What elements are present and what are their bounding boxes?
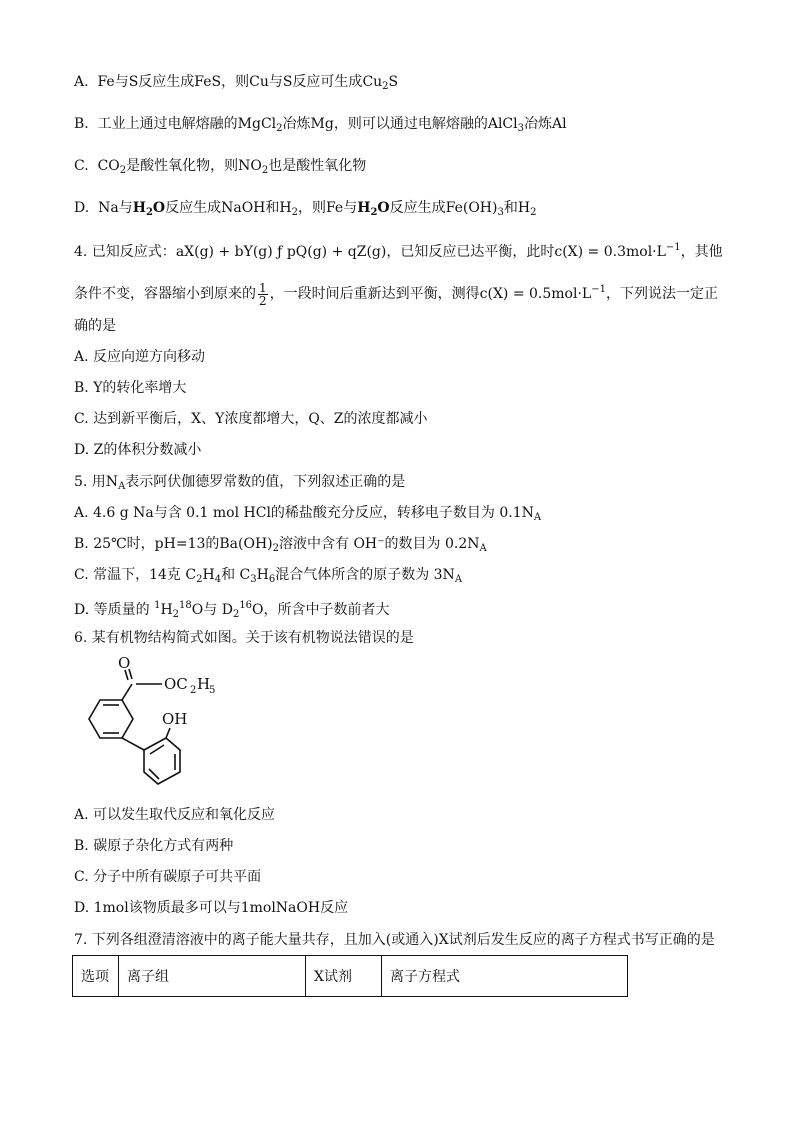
q5-stem: 5. 用$N_A$表示阿伏伽德罗常数的值，下列叙述正确的是 [74,474,406,492]
q4-option-c: C. 达到新平衡后，X、Y浓度都增大，Q、Z的浓度都减小 [74,411,428,427]
q4-stem-line2: 条件不变，容器缩小到原来的 $\frac{1}{2}$ ，一段时间后重新达到平衡，测得$c(X) = 0.5mol\cdot L^{-1}$，下列说法一定正 [74,280,718,308]
q4-option-d: D. Z的体积分数减小 [74,442,202,458]
q6-option-b: B. 碳原子杂化方式有两种 [74,838,234,854]
q3-option-c: C. $CO_2$是酸性氧化物，则$NO_2$也是酸性氧化物 [74,158,367,176]
q4-stem-line1: 4. 已知反应式：aX(g) + bY(g) ƒ pQ(g) + qZ(g)，已知反应已达平衡，此时$c(X) = 0.3mol\cdot L^{-1}$，其他 [74,242,723,260]
table-header-option: 选项 [73,956,119,996]
q7-table [72,955,628,997]
structure-diagram [66,652,236,792]
svg-text:H: H [197,675,211,693]
q6-option-a: A. 可以发生取代反应和氧化反应 [74,807,276,823]
q5-option-c: C. 常温下，14克 $C_2H_4$和 $C_3H_6$混合气体所含的原子数为 $3N_A$ [74,567,463,585]
fraction: $\frac{1}{2}$ [259,280,267,308]
table-header-equation: 离子方程式 [390,969,460,985]
q5-option-b: B. 25℃时，pH=13的$Ba(OH)_2$溶液中含有 OH⁻的数目为 $0.2N_A$ [74,536,487,554]
struct-label-oh: OH [162,710,188,728]
q4-stem-line3: 确的是 [74,318,116,334]
q6-option-c: C. 分子中所有碳原子可共平面 [74,869,262,885]
q4-option-b: B. Y的转化率增大 [74,380,187,396]
svg-text:2: 2 [190,685,197,696]
table-header-ions: 离子组 [119,956,306,996]
q3-option-d: D. Na与$H_2O$反应生成NaOH和$H_2$，则Fe与$H_2O$反应生成$Fe(OH)_3$和$H_2$ [74,200,537,218]
table-header-reagent: X试剂 [306,956,382,996]
q3-option-b: B. 工业上通过电解熔融的MgCl$_2$冶炼Mg，则可以通过电解熔融的AlCl$_3$冶炼Al [74,116,567,134]
q5-option-a: A. 4.6 g Na与含 0.1 mol HCl的稀盐酸充分反应，转移电子数目为 $0.1N_A$ [74,505,542,523]
q5-option-d: D. 等质量的 $^1H_2^{18}O$与 $D_2^{16}O$，所含中子数前者大 [74,600,390,620]
struct-label-oc: OC [164,675,188,693]
q4-option-a: A. 反应向逆方向移动 [74,349,206,365]
q6-option-d: D. 1mol该物质最多可以与1molNaOH反应 [74,900,349,916]
svg-text:5: 5 [209,685,216,696]
q3-option-a: A. Fe与S反应生成FeS，则Cu与S反应可生成$Cu_2S$ [74,74,399,92]
q6-stem: 6. 某有机物结构简式如图。关于该有机物说法错误的是 [74,630,414,646]
q7-stem: 7. 下列各组澄清溶液中的离子能大量共存，且加入(或通入)X试剂后发生反应的离子方程式书写正确的是 [74,932,715,948]
struct-label-o: O [118,654,131,672]
